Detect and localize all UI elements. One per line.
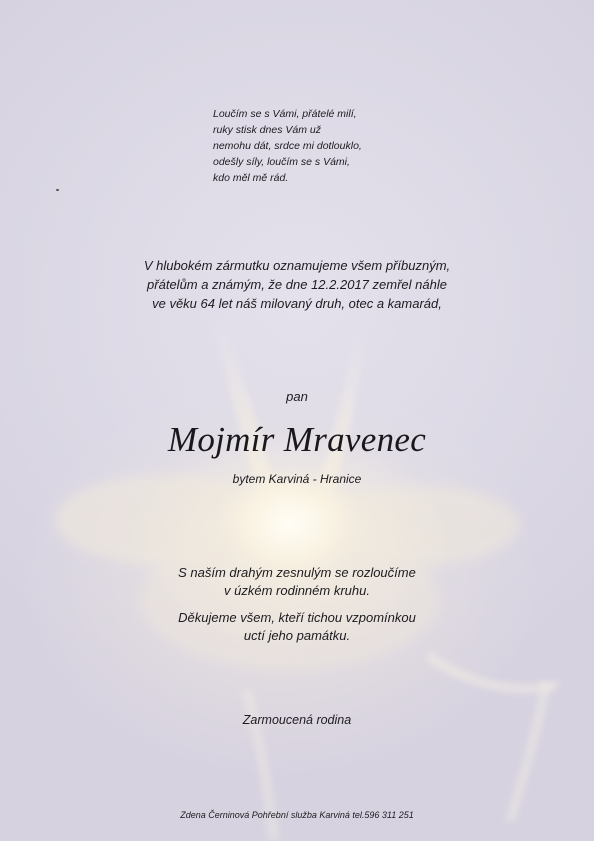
poem-line: nemohu dát, srdce mi dotlouklo, (213, 140, 362, 152)
farewell-line: S naším drahým zesnulým se rozloučíme (178, 565, 416, 580)
thanks-line: Děkujeme všem, kteří tichou vzpomínkou (178, 610, 416, 625)
announcement-line: přátelům a známým, že dne 12.2.2017 zemřel náhle (147, 277, 447, 292)
funeral-service-footer: Zdena Černinová Pohřební služba Karviná tel.596 311 251 (180, 810, 414, 820)
thanks-line: uctí jeho památku. (243, 628, 351, 643)
announcement-line: V hlubokém zármutku oznamujeme všem příbuzným, (143, 258, 451, 273)
family-signature: Zarmoucená rodina (242, 713, 352, 727)
announcement-line: ve věku 64 let náš milovaný druh, otec a kamarád, (152, 296, 442, 311)
farewell-notice (0, 564, 594, 600)
poem (213, 106, 433, 186)
announcement (0, 256, 594, 313)
speck (56, 189, 59, 191)
deceased-name: Mojmír Mravenec (167, 420, 427, 459)
farewell-line: v úzkém rodinném kruhu. (224, 583, 370, 598)
thanks-notice (0, 609, 594, 645)
poem-line: odešly síly, loučím se s Vámi, (213, 156, 350, 168)
poem-line: ruky stisk dnes Vám už (213, 124, 321, 136)
poem-line: kdo měl mě rád. (213, 172, 289, 184)
poem-line: Loučím se s Vámi, přátelé milí, (213, 108, 357, 120)
honorific: pan (286, 389, 308, 404)
residence: bytem Karviná - Hranice (232, 472, 362, 486)
